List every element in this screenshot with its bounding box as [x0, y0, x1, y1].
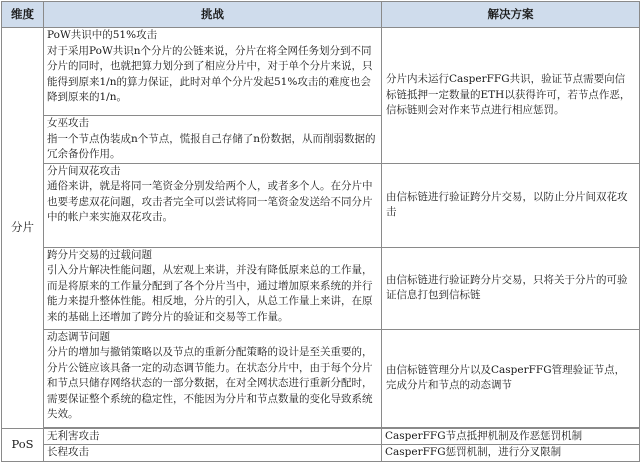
solution-cell: 由信标链进行验证跨分片交易，只将关于分片的可验证信息打包到信标链	[382, 247, 640, 329]
challenge-description: 指一个节点伪装成n个节点，慌报自己存储了n份数据，从而削弱数据的冗余备份作用。	[47, 132, 376, 160]
header-dimension: 维度	[2, 2, 44, 28]
solution-cell: CasperFFG惩罚机制，进行分叉限制	[382, 445, 640, 462]
challenge-cell	[44, 28, 382, 116]
table-row	[2, 329, 640, 427]
solution-cell: 由信标链进行验证跨分片交易，以防止分片间双花攻击	[382, 163, 640, 247]
header-challenge: 挑战	[44, 2, 382, 28]
table-row	[2, 28, 640, 116]
challenge-cell	[44, 163, 382, 247]
table-row	[2, 247, 640, 329]
comparison-table	[1, 1, 640, 462]
challenge-title: 女巫攻击	[47, 117, 89, 129]
dimension-cell-pos: PoS	[2, 428, 44, 461]
challenge-cell	[44, 116, 382, 164]
solution-cell: CasperFFG节点抵押机制及作恶惩罚机制	[382, 428, 640, 445]
challenge-cell	[44, 247, 382, 329]
challenge-description: 对于采用PoW共识n个分片的公链来说，分片在将全网任务划分到不同分片的同时，也就把算力划分到了相应分片中，对于单个分片来说，只能得到原来1/n的算力保证，此时对单个分片发起51%攻击的难度也会降到原来的1/n。	[47, 44, 373, 103]
header-solution: 解决方案	[382, 2, 640, 28]
challenge-cell	[44, 445, 382, 462]
table-row	[2, 445, 640, 462]
dimension-cell-sharding: 分片	[2, 28, 44, 429]
challenge-title: 分片间双花攻击	[47, 164, 121, 177]
table-row	[2, 163, 640, 247]
comparison-table-container	[1, 1, 639, 458]
challenge-description: 引入分片解决性能问题，从宏观上来讲，并没有降低原来总的工作量，而是将原来的工作量分配到了各个分片当中，通过增加原来系统的并行能力来提升整体性能。相反地，分片的引入，从总工作量上来讲，在原来的基础上还增加了跨分片的验证和交易等工作量。	[47, 264, 373, 323]
challenge-title: 跨分片交易的过载问题	[47, 248, 152, 261]
challenge-description: 分片的增加与撤销策略以及节点的重新分配策略的设计是至关重要的，分片公链应该具备一定的动态调节能力。在状态分片中，由于每个分片和节点只储存网络状态的一部分数据，在对全网状态进行重新分配时，需要保证整个系统的稳定性，不能因为分片和节点数量的变化导致系统失效。	[47, 346, 373, 420]
challenge-title: 长程攻击	[47, 446, 89, 458]
solution-cell: 分片内未运行CasperFFG共识，验证节点需要向信标链抵押一定数量的ETH以获得许可，若节点作恶，信标链则会对作来节点进行相应惩罚。	[382, 28, 640, 164]
challenge-title: 无利害攻击	[47, 429, 100, 442]
header-row	[2, 2, 640, 28]
solution-cell: 由信标链管理分片以及CasperFFG管理验证节点，完成分片和节点的动态调节	[382, 329, 640, 427]
challenge-title: 动态调节问题	[47, 330, 110, 343]
table-row	[2, 428, 640, 445]
challenge-description: 通俗来讲，就是将同一笔资金分别发给两个人，或者多个人。在分片中也要考虑双花问题，攻击者完全可以尝试将同一笔资金发送给不同分片中的帐户来实施双花攻击。	[47, 180, 373, 223]
challenge-cell	[44, 428, 382, 445]
challenge-title: PoW共识中的51%攻击	[47, 29, 158, 41]
challenge-cell	[44, 329, 382, 427]
